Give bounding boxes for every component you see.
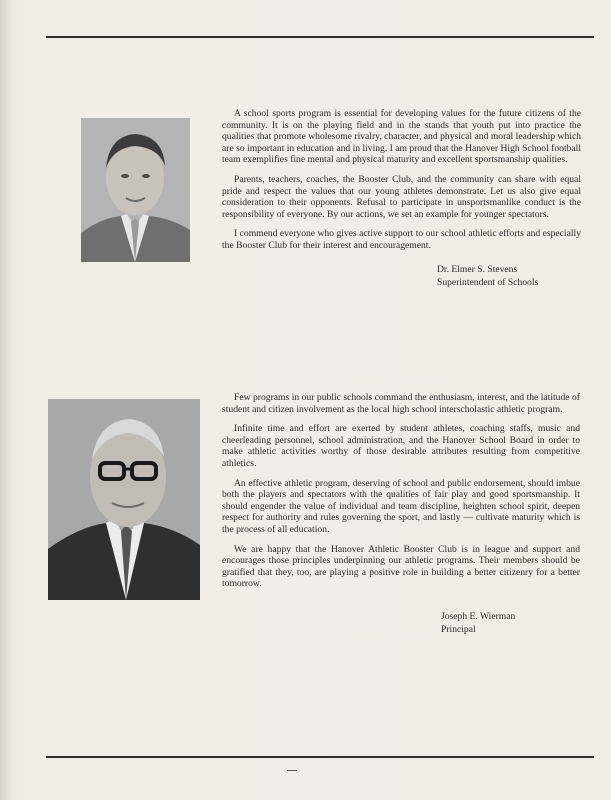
paragraph: An effective athletic program, deserving of school and public endorsement, should imbue both the players and spectators with the qualities of fair play and good sportsmanship. It should engender the value of individual and team discipline, heighten school spirit, deepen respect for authority and rules governing the sport, and lastly — cultivate maturity which is the process of all education. [222, 477, 580, 535]
page-mark [287, 770, 297, 771]
paragraph: We are happy that the Hanover Athletic Booster Club is in league and support and encourages those principles underpinning our athletic programs. Their members should be gratified that they, too, are playing a positive role in building a better citizenry for a better tomorrow. [222, 543, 580, 590]
portrait-superintendent [81, 118, 190, 262]
paragraph: Infinite time and effort are exerted by student athletes, coaching staffs, music and cheerleading personnel, school administration, and the Hanover School Board in order to make athletic activities worthy of those desirable attributes resulting from competitive athletics. [222, 423, 580, 469]
signature-name: Joseph E. Wierman [441, 611, 516, 622]
signature-title: Principal [441, 624, 476, 635]
paragraph: Few programs in our public schools command the enthusiasm, interest, and the latitude of student and citizen involvement as the local high school interscholastic athletic program. [222, 392, 580, 415]
superintendent-signature [437, 263, 538, 289]
principal-signature [441, 610, 515, 636]
signature-title: Superintendent of Schools [437, 277, 539, 288]
signature-name: Dr. Elmer S. Stevens [437, 264, 518, 275]
paragraph: A school sports program is essential for developing values for the future citizens of the community. It is on the playing field and in the stands that youth put into practice the qualities that promote wholesome rivalry, character, and physical and moral leadership which are so important in education and in living. I am proud that the Hanover High School football team exemplifies fine mental and physical maturity and excellent sportsmanship qualities. [222, 108, 581, 166]
paragraph: Parents, teachers, coaches, the Booster Club, and the community can share with equal pride and respect the values that our young athletes demonstrate. Let us also give equal consideration to their opponents. Refusal to participate in unsportsmanlike conduct is the responsibility of everyone. By our actions, we set an example for younger spectators. [222, 173, 581, 220]
principal-letter [222, 392, 580, 598]
superintendent-letter [222, 108, 581, 260]
portrait-principal [48, 399, 200, 600]
bottom-rule [46, 756, 594, 758]
paragraph: I commend everyone who gives active support to our school athletic efforts and especially the Booster Club for their interest and encouragement. [222, 228, 581, 251]
top-rule [46, 36, 594, 38]
